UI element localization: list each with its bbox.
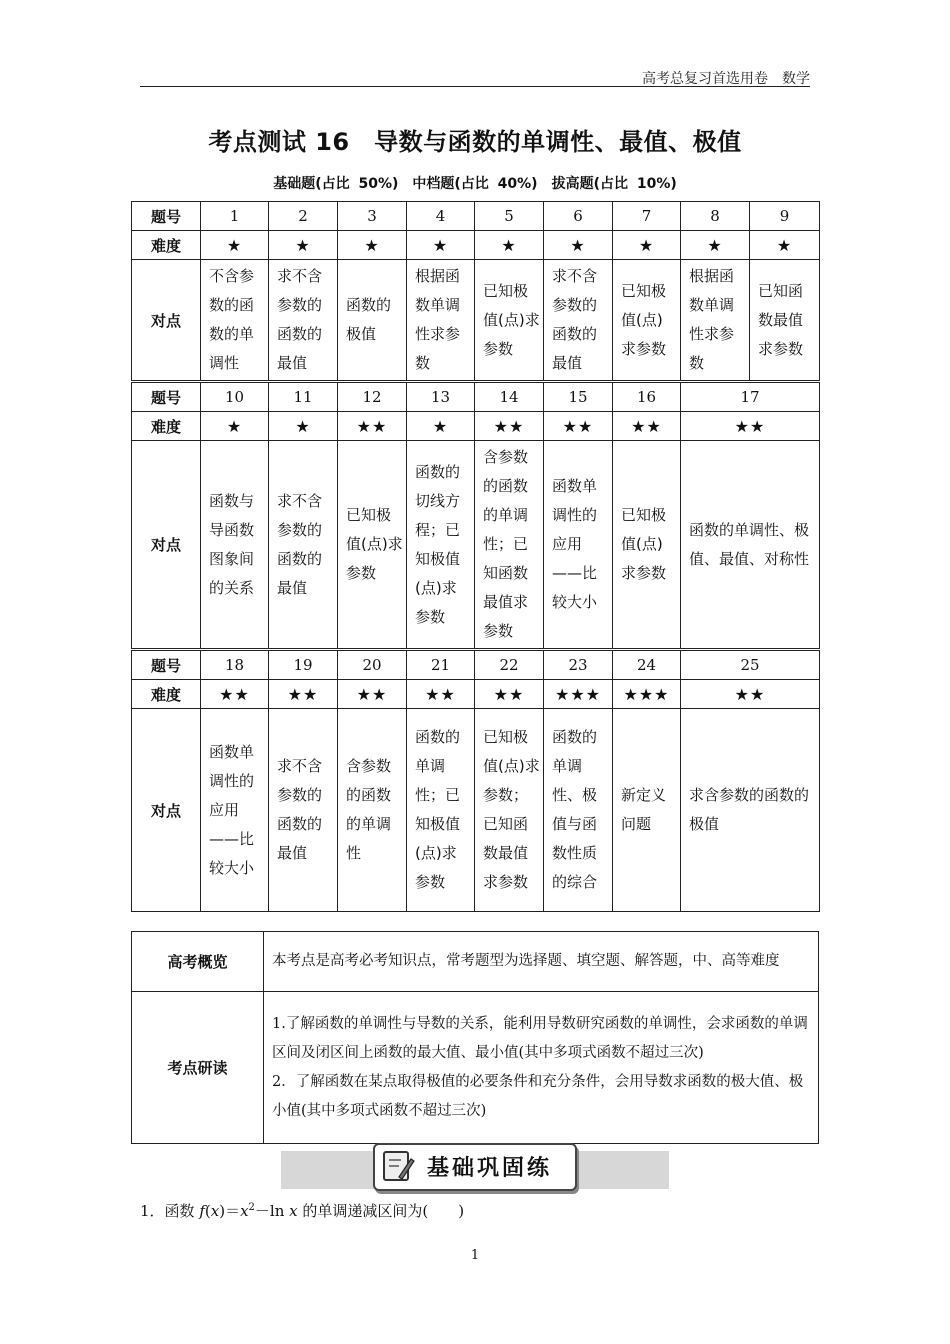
overview-label: 高考概览: [132, 932, 264, 992]
table-row: [132, 992, 819, 1144]
question-num: 5: [475, 202, 544, 231]
header-rule: [140, 86, 810, 87]
running-header: 高考总复习首选用卷 数学: [642, 71, 810, 87]
overview-table: [131, 931, 819, 1144]
difficulty-stars: ★: [750, 231, 820, 260]
question-num: 14: [475, 382, 544, 412]
objective-cell: 已知极值(点)求参数；已知函数最值求参数: [475, 709, 544, 912]
diff-label: 难度: [132, 680, 201, 709]
difficulty-stars: ★: [201, 412, 269, 441]
num-label: 题号: [132, 202, 201, 231]
obj-label: 对点: [132, 260, 201, 382]
question-spec-table: [131, 201, 820, 912]
objective-cell: 函数的单调性；已知极值(点)求参数: [407, 709, 475, 912]
table-row: [132, 680, 820, 709]
difficulty-stars: ★: [269, 231, 338, 260]
table-row: [132, 932, 819, 992]
math-x: x: [210, 1202, 220, 1220]
diff-label: 难度: [132, 231, 201, 260]
math-paren: (: [204, 1202, 211, 1220]
question-num: 23: [544, 650, 613, 680]
difficulty-stars: ★★: [681, 412, 820, 441]
question-num: 12: [338, 382, 407, 412]
question-num: 24: [613, 650, 681, 680]
question-num: 6: [544, 202, 613, 231]
objective-cell: 求含参数的函数的极值: [681, 709, 820, 912]
question-num: 18: [201, 650, 269, 680]
question-num: 2: [269, 202, 338, 231]
objective-cell: 不含参数的函数的单调性: [201, 260, 269, 382]
difficulty-stars: ★★: [475, 680, 544, 709]
num-label: 题号: [132, 382, 201, 412]
table-row: [132, 650, 820, 680]
objective-cell: 已知极值(点)求参数: [613, 260, 681, 382]
question-num: 22: [475, 650, 544, 680]
difficulty-stars: ★★: [475, 412, 544, 441]
difficulty-stars: ★: [407, 231, 475, 260]
difficulty-stars: ★: [407, 412, 475, 441]
table-row: [132, 441, 820, 650]
difficulty-stars: ★★: [613, 412, 681, 441]
question-num: 7: [613, 202, 681, 231]
question-num: 17: [681, 382, 820, 412]
question-num: 21: [407, 650, 475, 680]
study-label: 考点研读: [132, 992, 264, 1144]
objective-cell: 函数与导函数图象间的关系: [201, 441, 269, 650]
question-num: 9: [750, 202, 820, 231]
question-num: 10: [201, 382, 269, 412]
math-eq: )＝: [219, 1202, 241, 1220]
table-row: [132, 202, 820, 231]
question-num: 15: [544, 382, 613, 412]
num-label: 题号: [132, 650, 201, 680]
math-f: f: [199, 1202, 205, 1220]
study-point-1: 1.了解函数的单调性与导数的关系，能利用导数研究函数的单调性，会求函数的单调区间及闭区间上函数的最大值、最小值(其中多项式函数不超过三次): [272, 1015, 808, 1061]
question-text: 的单调递减区间为( ): [297, 1202, 465, 1220]
question-num: 3: [338, 202, 407, 231]
objective-cell: 函数单调性的应用——比较大小: [201, 709, 269, 912]
objective-cell: 已知极值(点)求参数: [613, 441, 681, 650]
math-x: x: [240, 1202, 249, 1220]
question-num: 25: [681, 650, 820, 680]
difficulty-stars: ★: [201, 231, 269, 260]
difficulty-stars: ★★★: [613, 680, 681, 709]
objective-cell: 已知极值(点)求参数: [475, 260, 544, 382]
question-number: 1．: [140, 1202, 165, 1220]
difficulty-stars: ★: [269, 412, 338, 441]
table-row: [132, 709, 820, 912]
objective-cell: 求不含参数的函数的最值: [269, 441, 338, 650]
banner-box: [373, 1143, 577, 1191]
question-num: 16: [613, 382, 681, 412]
difficulty-stars: ★: [681, 231, 750, 260]
math-ln: －ln: [254, 1202, 290, 1220]
table-row: [132, 412, 820, 441]
objective-cell: 函数的切线方程；已知极值(点)求参数: [407, 441, 475, 650]
difficulty-stars: ★★: [407, 680, 475, 709]
objective-cell: 函数的单调性、极值、最值、对称性: [681, 441, 820, 650]
objective-cell: 已知极值(点)求参数: [338, 441, 407, 650]
page-number: 1: [470, 1248, 480, 1263]
question-num: 11: [269, 382, 338, 412]
table-row: [132, 260, 820, 382]
objective-cell: 求不含参数的函数的最值: [269, 709, 338, 912]
table-row: [132, 231, 820, 260]
objective-cell: 新定义问题: [613, 709, 681, 912]
diff-label: 难度: [132, 412, 201, 441]
question-num: 4: [407, 202, 475, 231]
difficulty-stars: ★★★: [544, 680, 613, 709]
math-x: x: [289, 1202, 298, 1220]
objective-cell: 含参数的函数的单调性；已知函数最值求参数: [475, 441, 544, 650]
obj-label: 对点: [132, 709, 201, 912]
objective-cell: 根据函数单调性求参数: [681, 260, 750, 382]
question-1: [140, 1200, 464, 1221]
math-exp: 2: [248, 1202, 255, 1213]
difficulty-stars: ★: [338, 231, 407, 260]
objective-cell: 函数单调性的应用——比较大小: [544, 441, 613, 650]
question-text: 函数: [164, 1202, 200, 1220]
table-row: [132, 382, 820, 412]
pencil-note-icon: [381, 1149, 415, 1183]
difficulty-stars: ★★: [544, 412, 613, 441]
overview-text: 本考点是高考必考知识点，常考题型为选择题、填空题、解答题，中、高等难度: [264, 932, 819, 992]
banner-title: 基础巩固练: [427, 1156, 553, 1181]
objective-cell: 求不含参数的函数的最值: [269, 260, 338, 382]
section-banner: [281, 1151, 669, 1189]
difficulty-stars: ★: [544, 231, 613, 260]
difficulty-stars: ★★: [269, 680, 338, 709]
difficulty-stars: ★★: [338, 412, 407, 441]
objective-cell: 含参数的函数的单调性: [338, 709, 407, 912]
difficulty-stars: ★: [475, 231, 544, 260]
objective-cell: 函数的单调性、极值与函数性质的综合: [544, 709, 613, 912]
question-num: 13: [407, 382, 475, 412]
difficulty-stars: ★: [613, 231, 681, 260]
difficulty-stars: ★★: [681, 680, 820, 709]
question-num: 1: [201, 202, 269, 231]
objective-cell: 已知函数最值求参数: [750, 260, 820, 382]
study-point-2: 2．了解函数在某点取得极值的必要条件和充分条件，会用导数求函数的极大值、极小值(其中多项式函数不超过三次): [272, 1073, 804, 1119]
page-title: 考点测试 16 导数与函数的单调性、最值、极值: [208, 128, 742, 156]
obj-label: 对点: [132, 441, 201, 650]
difficulty-ratio: 基础题(占比 50%) 中档题(占比 40%) 拔高题(占比 10%): [273, 176, 677, 192]
objective-cell: 求不含参数的函数的最值: [544, 260, 613, 382]
difficulty-stars: ★★: [338, 680, 407, 709]
difficulty-stars: ★★: [201, 680, 269, 709]
objective-cell: 根据函数单调性求参数: [407, 260, 475, 382]
question-num: 8: [681, 202, 750, 231]
question-num: 19: [269, 650, 338, 680]
study-text: [264, 992, 819, 1144]
question-num: 20: [338, 650, 407, 680]
objective-cell: 函数的极值: [338, 260, 407, 382]
